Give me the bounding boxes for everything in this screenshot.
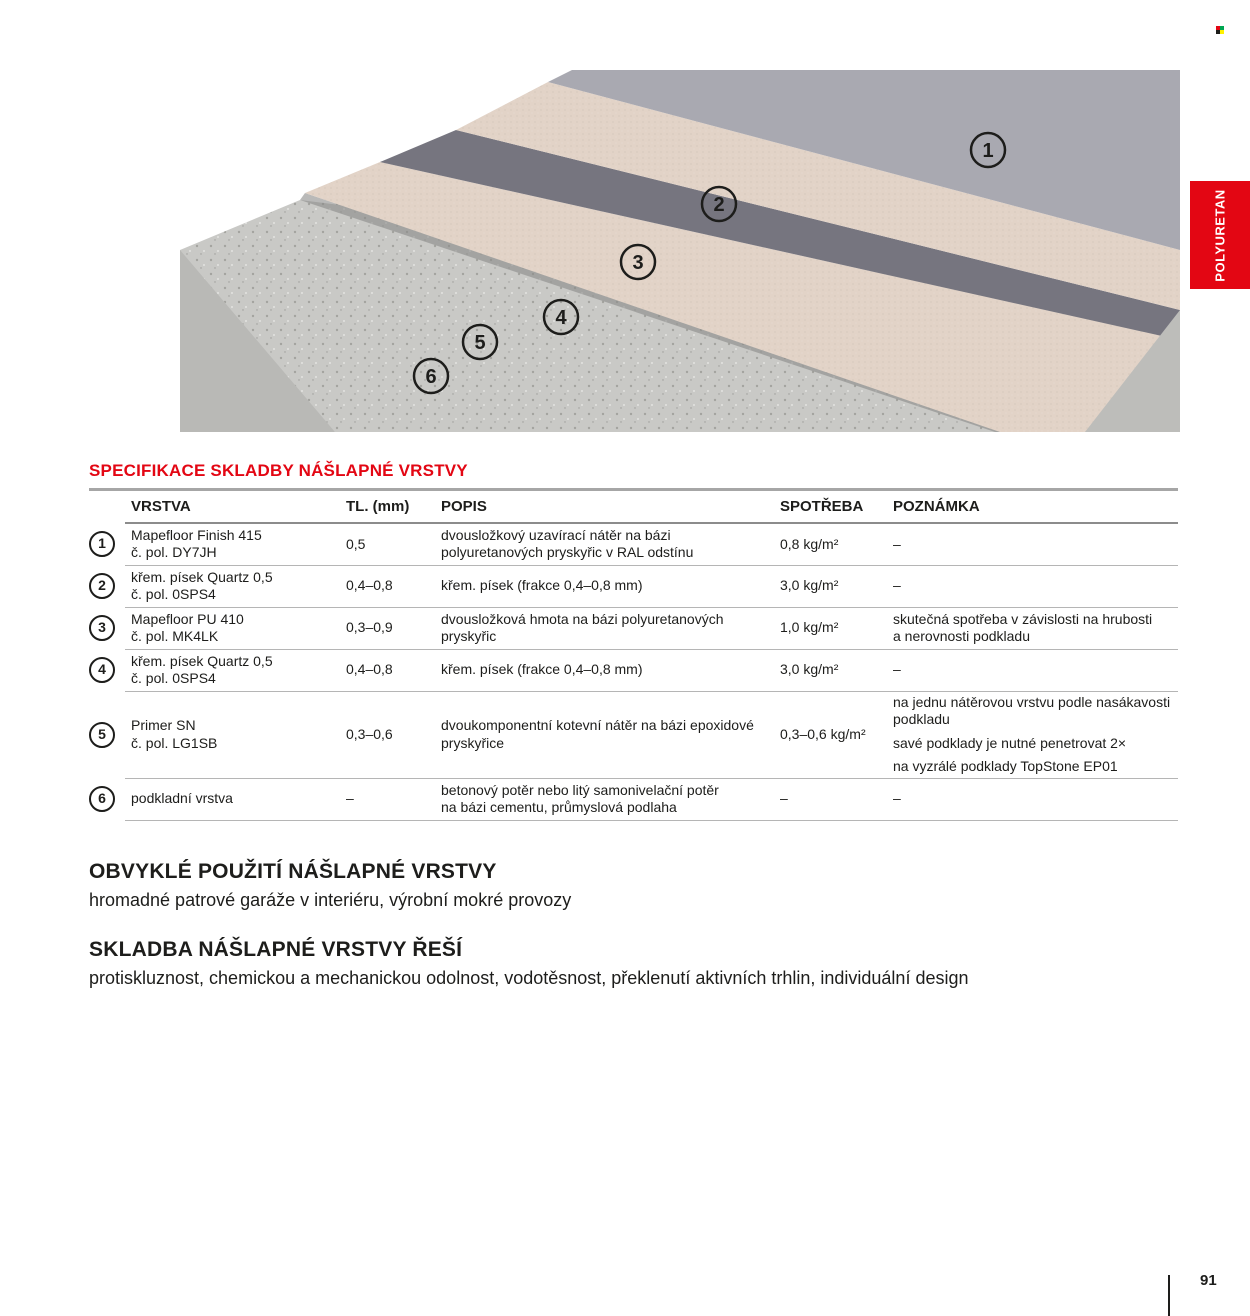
svg-text:3: 3 xyxy=(632,252,644,274)
note-line: savé podklady je nutné penetrovat 2× xyxy=(893,734,1127,751)
page-number: 91 xyxy=(1200,1272,1217,1289)
page-number-rule xyxy=(1168,1275,1170,1316)
layer-code: č. pol. 0SPS4 xyxy=(131,670,216,686)
description-line: křem. písek (frakce 0,4–0,8 mm) xyxy=(435,649,774,691)
header-thickness: TL. (mm) xyxy=(340,491,435,523)
header-consumption: SPOTŘEBA xyxy=(774,491,887,523)
table-row xyxy=(89,523,1178,565)
usage-heading: OBVYKLÉ POUŽITÍ NÁŠLAPNÉ VRSTVY xyxy=(89,860,497,883)
section-side-tab xyxy=(1190,181,1250,289)
svg-text:5: 5 xyxy=(474,332,486,354)
consumption: 0,3–0,6 kg/m² xyxy=(774,691,887,778)
row-number-badge: 6 xyxy=(89,786,115,812)
description-line: betonový potěr nebo litý samonivelační potěr xyxy=(441,781,719,798)
layer-name: křem. písek Quartz 0,5 xyxy=(131,568,273,585)
thickness: – xyxy=(340,778,435,820)
thickness: 0,4–0,8 xyxy=(340,565,435,607)
table-row xyxy=(89,649,1178,691)
note: – xyxy=(887,778,1178,820)
description-line: dvousložkový uzavírací nátěr na bázi xyxy=(441,526,671,543)
table-row xyxy=(89,565,1178,607)
layer-name: podkladní vrstva xyxy=(125,778,340,820)
description-line: pryskyřic xyxy=(441,628,497,644)
note-line: podkladu xyxy=(893,711,950,727)
layer-code: č. pol. MK4LK xyxy=(131,628,219,644)
solves-heading: SKLADBA NÁŠLAPNÉ VRSTVY ŘEŠÍ xyxy=(89,938,463,961)
note: – xyxy=(887,523,1178,565)
note: – xyxy=(887,565,1178,607)
row-number-badge: 2 xyxy=(89,573,115,599)
note-line: skutečná spotřeba v závislosti na hrubosti xyxy=(893,610,1153,627)
layer-code: č. pol. LG1SB xyxy=(131,734,218,751)
svg-text:1: 1 xyxy=(982,140,994,162)
svg-text:6: 6 xyxy=(425,366,437,388)
layer-code: č. pol. DY7JH xyxy=(131,544,217,561)
layer-name: Mapefloor Finish 415 xyxy=(131,526,262,543)
consumption: 1,0 kg/m² xyxy=(774,607,887,649)
note: – xyxy=(887,649,1178,691)
layer-name: křem. písek Quartz 0,5 xyxy=(131,652,273,669)
layer-name: Mapefloor PU 410 xyxy=(131,610,244,627)
thickness: 0,4–0,8 xyxy=(340,649,435,691)
thickness: 0,3–0,9 xyxy=(340,607,435,649)
description-line: polyuretanových pryskyřic v RAL odstínu xyxy=(441,544,694,561)
description-line: pryskyřice xyxy=(441,734,505,751)
solves-text: protiskluznost, chemickou a mechanickou odolnost, vodotěsnost, překlenutí aktivních trhlin, individuální design xyxy=(89,968,969,988)
side-tab-label: POLYURETAN xyxy=(1212,188,1228,282)
thickness: 0,3–0,6 xyxy=(340,691,435,778)
description-line: dvousložková hmota na bázi polyuretanových xyxy=(441,610,724,627)
table-header-row xyxy=(89,491,1178,523)
specification-table xyxy=(89,491,1178,821)
layer-code: č. pol. 0SPS4 xyxy=(131,586,216,602)
consumption: 3,0 kg/m² xyxy=(774,649,887,691)
row-number-badge: 5 xyxy=(89,722,115,748)
header-description: POPIS xyxy=(435,491,774,523)
color-registration-mark xyxy=(1216,26,1224,34)
layer-illustration xyxy=(180,60,1180,432)
note-line: a nerovnosti podkladu xyxy=(893,628,1030,644)
table-row xyxy=(89,607,1178,649)
description-line: na bázi cementu, průmyslová podlaha xyxy=(441,799,677,815)
section-title: SPECIFIKACE SKLADBY NÁŠLAPNÉ VRSTVY xyxy=(89,461,468,480)
header-note: POZNÁMKA xyxy=(887,491,1178,523)
consumption: 0,8 kg/m² xyxy=(774,523,887,565)
layer-name: Primer SN xyxy=(131,717,196,733)
note-line: na vyzrálé podklady TopStone EP01 xyxy=(893,758,1118,774)
table-row xyxy=(89,778,1178,820)
description-line: křem. písek (frakce 0,4–0,8 mm) xyxy=(435,565,774,607)
consumption: 3,0 kg/m² xyxy=(774,565,887,607)
row-number-badge: 3 xyxy=(89,615,115,641)
row-number-badge: 4 xyxy=(89,657,115,683)
consumption: – xyxy=(774,778,887,820)
table-row xyxy=(89,691,1178,778)
svg-text:2: 2 xyxy=(713,194,725,216)
row-number-badge: 1 xyxy=(89,531,115,557)
description-line: dvoukomponentní kotevní nátěr na bázi epoxidové xyxy=(441,717,754,733)
note-line: na jednu nátěrovou vrstvu podle nasákavosti xyxy=(893,693,1171,710)
usage-text: hromadné patrové garáže v interiéru, výrobní mokré provozy xyxy=(89,890,572,910)
svg-text:4: 4 xyxy=(555,307,567,329)
thickness: 0,5 xyxy=(340,523,435,565)
header-layer: VRSTVA xyxy=(125,491,340,523)
